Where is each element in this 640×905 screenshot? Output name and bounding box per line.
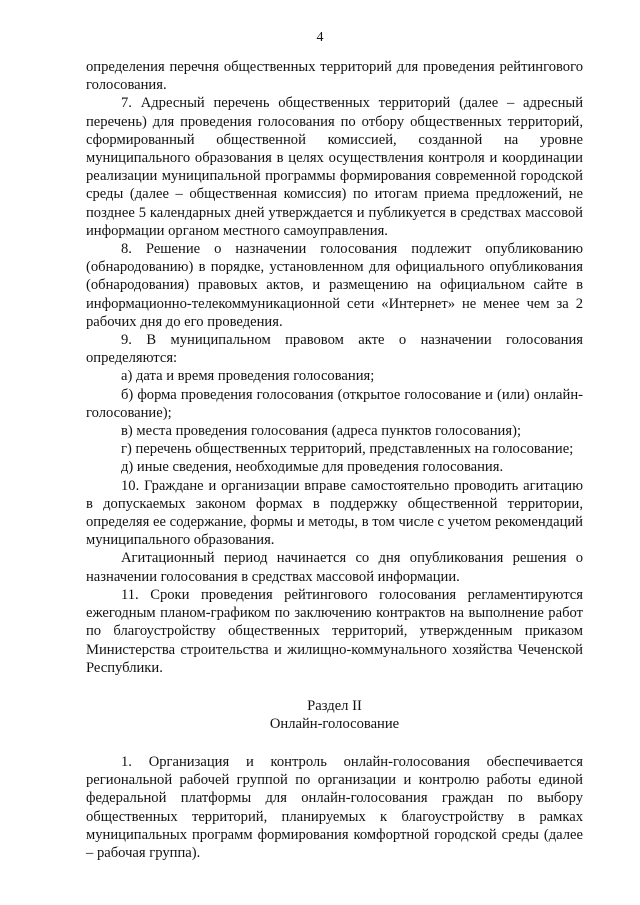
paragraph: 1. Организация и контроль онлайн-голосования обеспечивается региональной рабочей группой по организации и контролю работы единой федеральной платформы для онлайн-голосования граждан по выбору общественных территорий, планируемых к благоустройству в рамках муниципальных программ формирования комфортной городской среды (далее – рабочая группа). <box>86 753 583 861</box>
paragraph: 8. Решение о назначении голосования подлежит опубликованию (обнародованию) в порядке, установленном для официального опубликования (обнародования) правовых актов, и размещению на официальном сайте в информационно-телекоммуникационной сети «Интернет» не менее чем за 2 рабочих дня до его проведения. <box>86 241 583 330</box>
list-item: в) места проведения голосования (адреса пунктов голосования); <box>121 423 521 440</box>
list-item: д) иные сведения, необходимые для проведения голосования. <box>121 459 504 476</box>
paragraph: определения перечня общественных территорий для проведения рейтингового голосования. <box>86 59 583 94</box>
section-heading <box>86 697 583 733</box>
section-subtitle: Онлайн-голосование <box>269 715 400 732</box>
list-item: г) перечень общественных территорий, представленных на голосование; <box>121 441 574 458</box>
paragraph: 11. Сроки проведения рейтингового голосования регламентируются ежегодным планом-графиком по заключению контрактов на выполнение работ по благоустройству общественных территорий, утвержденным приказом Министерства строительства и жилищно-коммунального хозяйства Чеченской Республики. <box>86 586 583 676</box>
list-item: а) дата и время проведения голосования; <box>121 368 375 385</box>
paragraph: 9. В муниципальном правовом акте о назначении голосования определяются: <box>86 332 583 367</box>
paragraphs-before-section <box>86 58 583 677</box>
paragraph: 10. Граждане и организации вправе самостоятельно проводить агитацию в допускаемых законом формах в поддержку общественной территории, определяя ее содержание, формы и методы, в том числе с учетом рекомендаций муниципального образования. <box>86 477 583 549</box>
section-title: Раздел II <box>307 697 362 714</box>
paragraph: 7. Адресный перечень общественных территорий (далее – адресный перечень) для проведения голосования по отбору общественных территорий, сформированный общественной комиссией, созданной на уровне муниципального образования в целях осуществления контроля и координации реализации муниципальной программы формирования современной городской среды (далее – общественная комиссия) по итогам приема предложений, не позднее 5 календарных дней утверждается и публикуется в средствах массовой информации органом местного самоуправления. <box>86 95 583 239</box>
paragraphs-after-section <box>86 753 583 862</box>
list-item: б) форма проведения голосования (открытое голосование и (или) онлайн-голосование); <box>86 386 583 421</box>
page-number: 4 <box>316 30 324 45</box>
section-spacer <box>86 733 583 753</box>
document-body <box>86 58 583 862</box>
paragraph: Агитационный период начинается со дня опубликования решения о назначении голосования в средствах массовой информации. <box>86 550 583 585</box>
